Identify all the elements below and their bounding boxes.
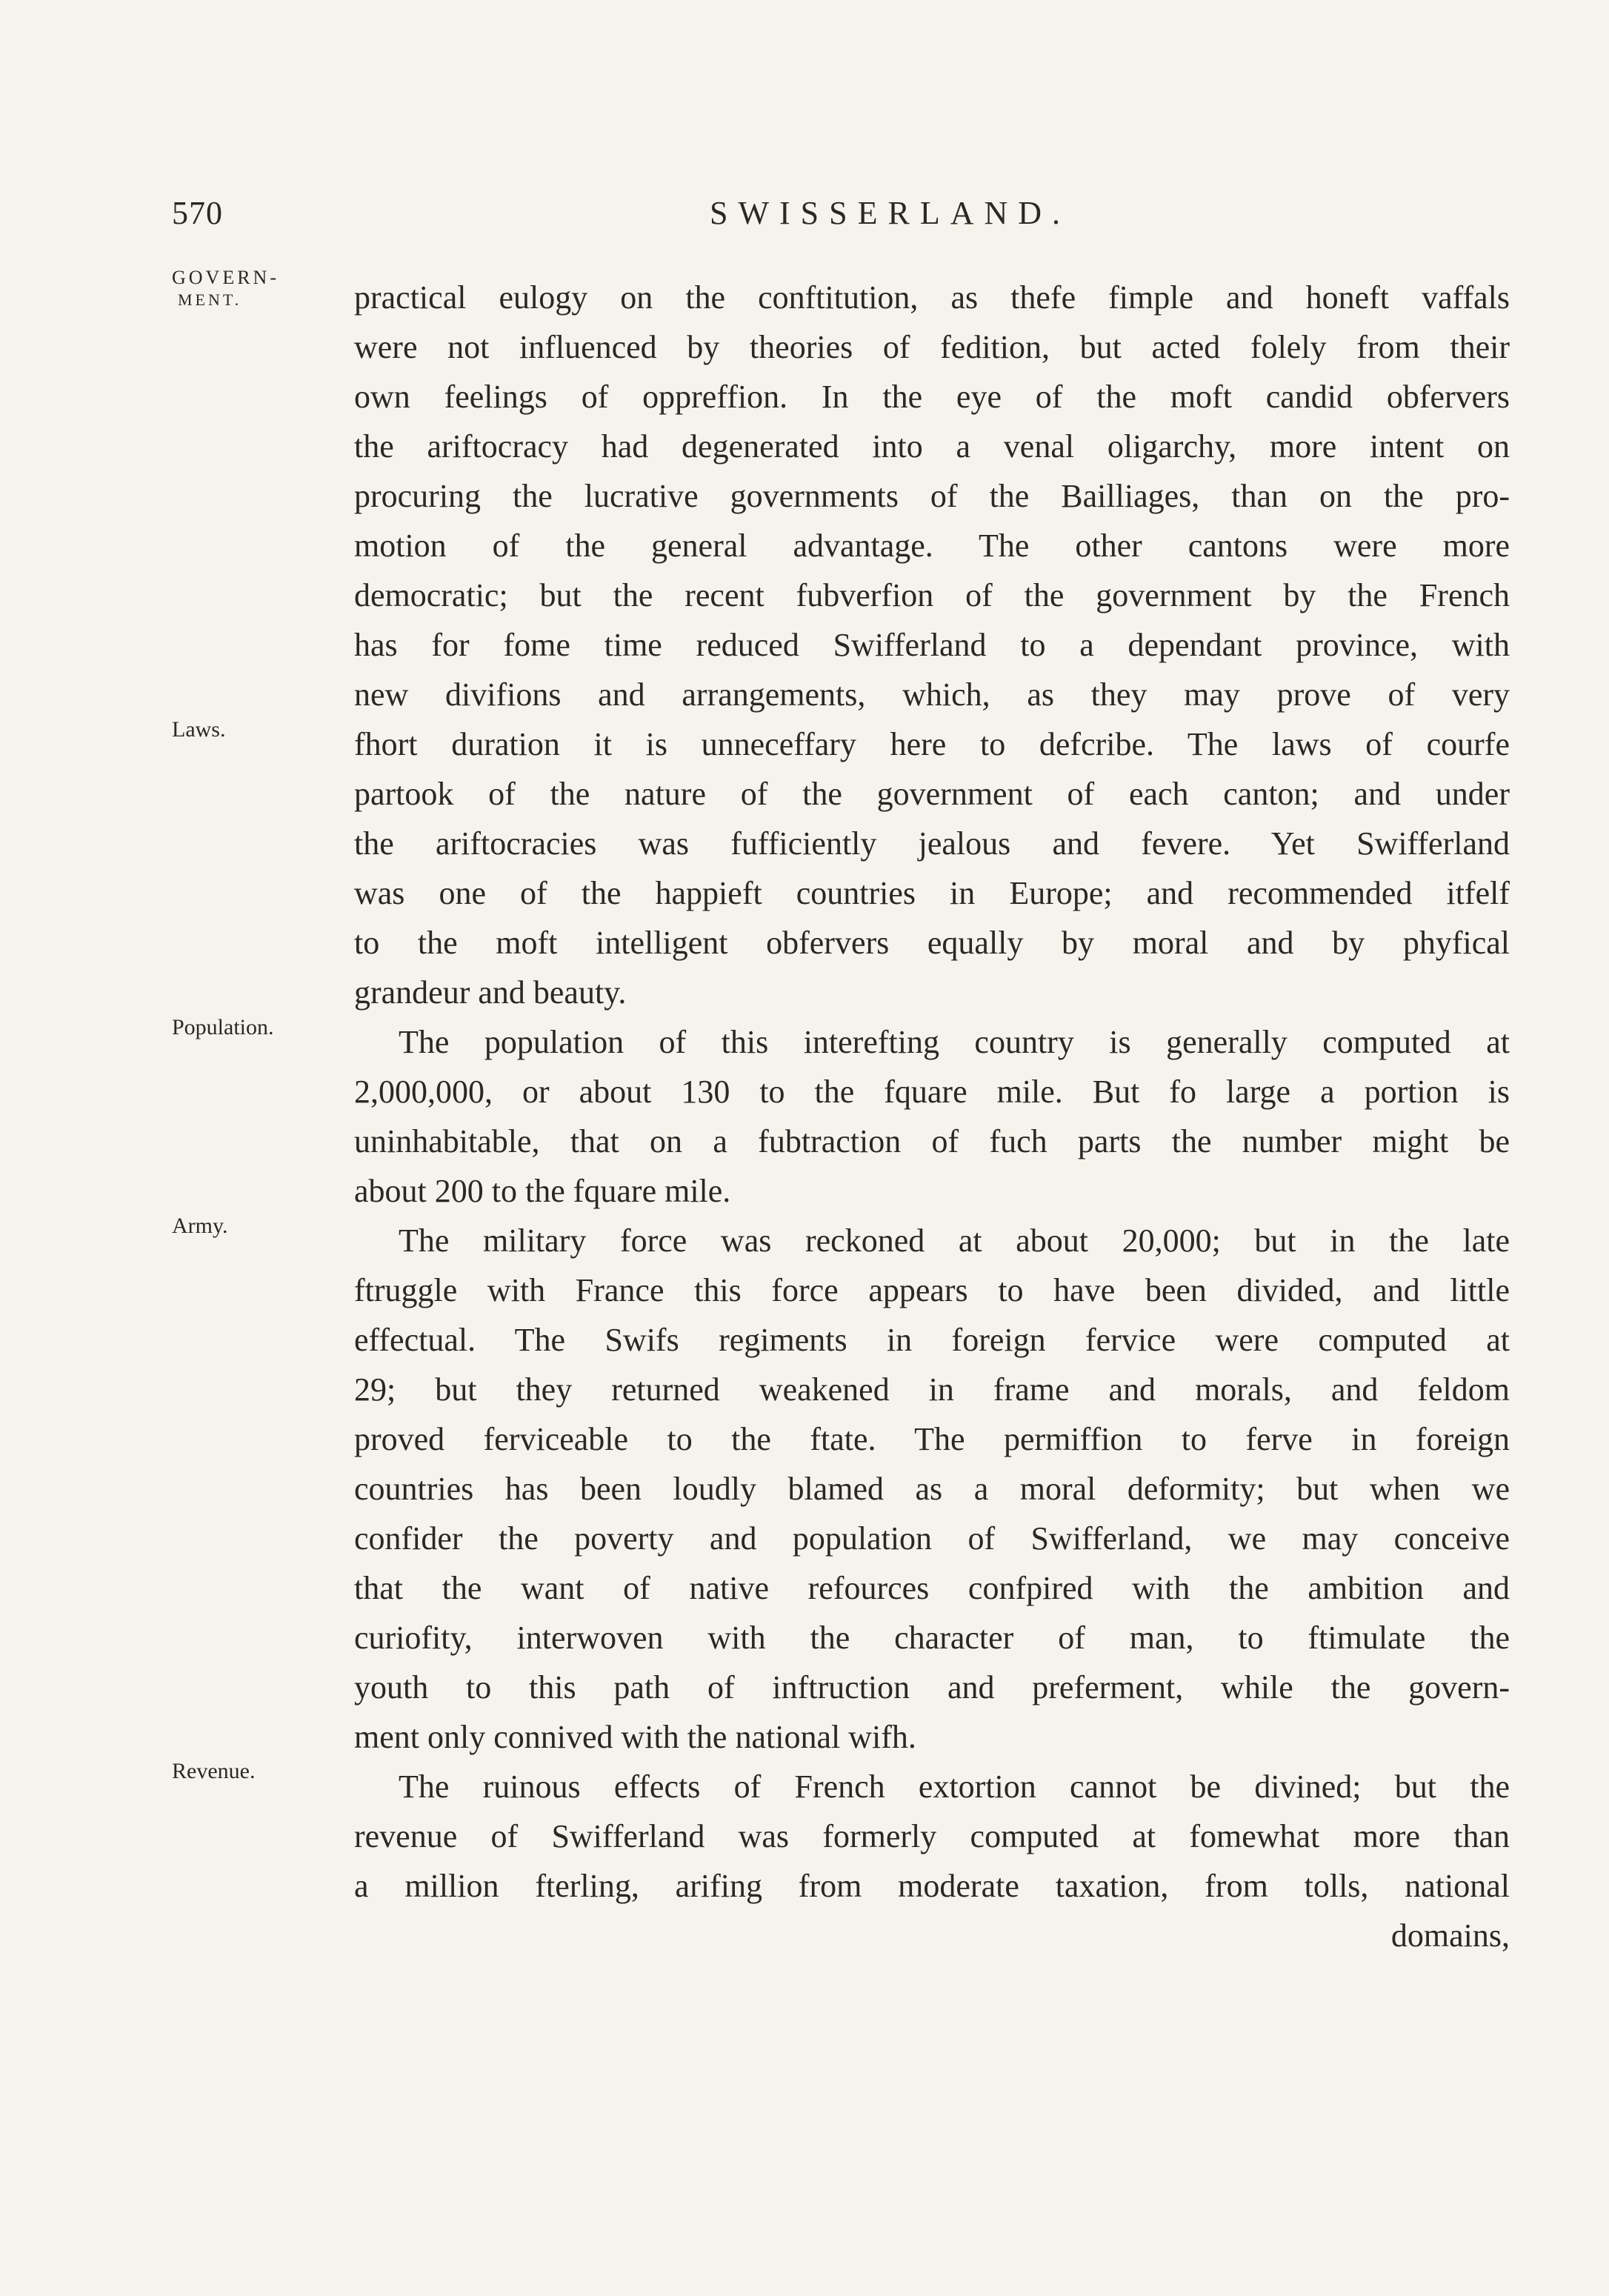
text-line: a million fterling, arifing from moderate taxation, from tolls, national <box>354 1868 1510 1904</box>
text-line: youth to this path of inftruction and preferment, while the govern- <box>354 1669 1510 1706</box>
text-line: has for fome time reduced Swifferland to a dependant province, with <box>354 627 1510 663</box>
text-line: fhort duration it is unneceffary here to defcribe. The laws of courfe <box>354 726 1510 762</box>
text-line: the ariftocracies was fufficiently jealous and fevere. Yet Swifferland <box>354 825 1510 862</box>
text-line: was one of the happieft countries in Europe; and recommended itfelf <box>354 875 1510 911</box>
margin-note-population: Population. <box>172 1015 274 1039</box>
margin-note-army: Army. <box>172 1214 228 1238</box>
text-line: motion of the general advantage. The other cantons were more <box>354 528 1510 564</box>
text-line: The population of this interefting country is generally computed at <box>399 1024 1510 1060</box>
text-line: were not influenced by theories of fedition, but acted folely from their <box>354 329 1510 365</box>
text-line: about 200 to the fquare mile. <box>354 1173 731 1209</box>
text-line: partook of the nature of the government of each canton; and under <box>354 776 1510 812</box>
text-line: new divifions and arrangements, which, as they may prove of very <box>354 676 1510 713</box>
text-line: revenue of Swifferland was formerly computed at fomewhat more than <box>354 1818 1510 1854</box>
text-line: ftruggle with France this force appears to have been divided, and little <box>354 1272 1510 1308</box>
text-line: confider the poverty and population of Swifferland, we may conceive <box>354 1520 1510 1557</box>
text-line: own feelings of oppreffion. In the eye of the moft candid obfervers <box>354 379 1510 415</box>
margin-note-government-line2: MENT. <box>178 290 242 309</box>
page-number: 570 <box>172 195 223 231</box>
text-line: democratic; but the recent fubverfion of the government by the French <box>354 577 1510 613</box>
margin-note-government <box>172 267 279 311</box>
text-line: practical eulogy on the conftitution, as thefe fimple and honeft vaffals <box>354 279 1510 316</box>
text-line: countries has been loudly blamed as a moral deformity; but when we <box>354 1471 1510 1507</box>
text-line: The ruinous effects of French extortion cannot be divined; but the <box>399 1768 1510 1805</box>
text-line: effectual. The Swifs regiments in foreign fervice were computed at <box>354 1322 1510 1358</box>
body-text <box>354 273 1510 1960</box>
text-line: to the moft intelligent obfervers equally by moral and by phyfical <box>354 925 1510 961</box>
text-line: procuring the lucrative governments of the Bailliages, than on the pro- <box>354 478 1510 514</box>
text-line: uninhabitable, that on a fubtraction of fuch parts the number might be <box>354 1123 1510 1159</box>
margin-note-revenue: Revenue. <box>172 1759 256 1783</box>
text-line: grandeur and beauty. <box>354 974 627 1011</box>
text-line: curiofity, interwoven with the character of man, to ftimulate the <box>354 1620 1510 1656</box>
page-header <box>0 194 1609 239</box>
catchword: domains, <box>1390 1917 1510 1954</box>
text-line: 2,000,000, or about 130 to the fquare mile. But fo large a portion is <box>354 1074 1510 1110</box>
running-title: SWISSERLAND. <box>710 195 1071 231</box>
text-line: 29; but they returned weakened in frame and morals, and feldom <box>354 1371 1510 1408</box>
margin-note-laws: Laws. <box>172 717 226 742</box>
text-line: the ariftocracy had degenerated into a venal oligarchy, more intent on <box>354 428 1510 465</box>
margin-note-government-line1: GOVERN- <box>172 267 279 288</box>
text-line: proved ferviceable to the ftate. The permiffion to ferve in foreign <box>354 1421 1510 1457</box>
text-line: ment only connived with the national wifh. <box>354 1719 916 1755</box>
text-line: that the want of native refources confpired with the ambition and <box>354 1570 1510 1606</box>
text-line: The military force was reckoned at about 20,000; but in the late <box>399 1222 1510 1259</box>
